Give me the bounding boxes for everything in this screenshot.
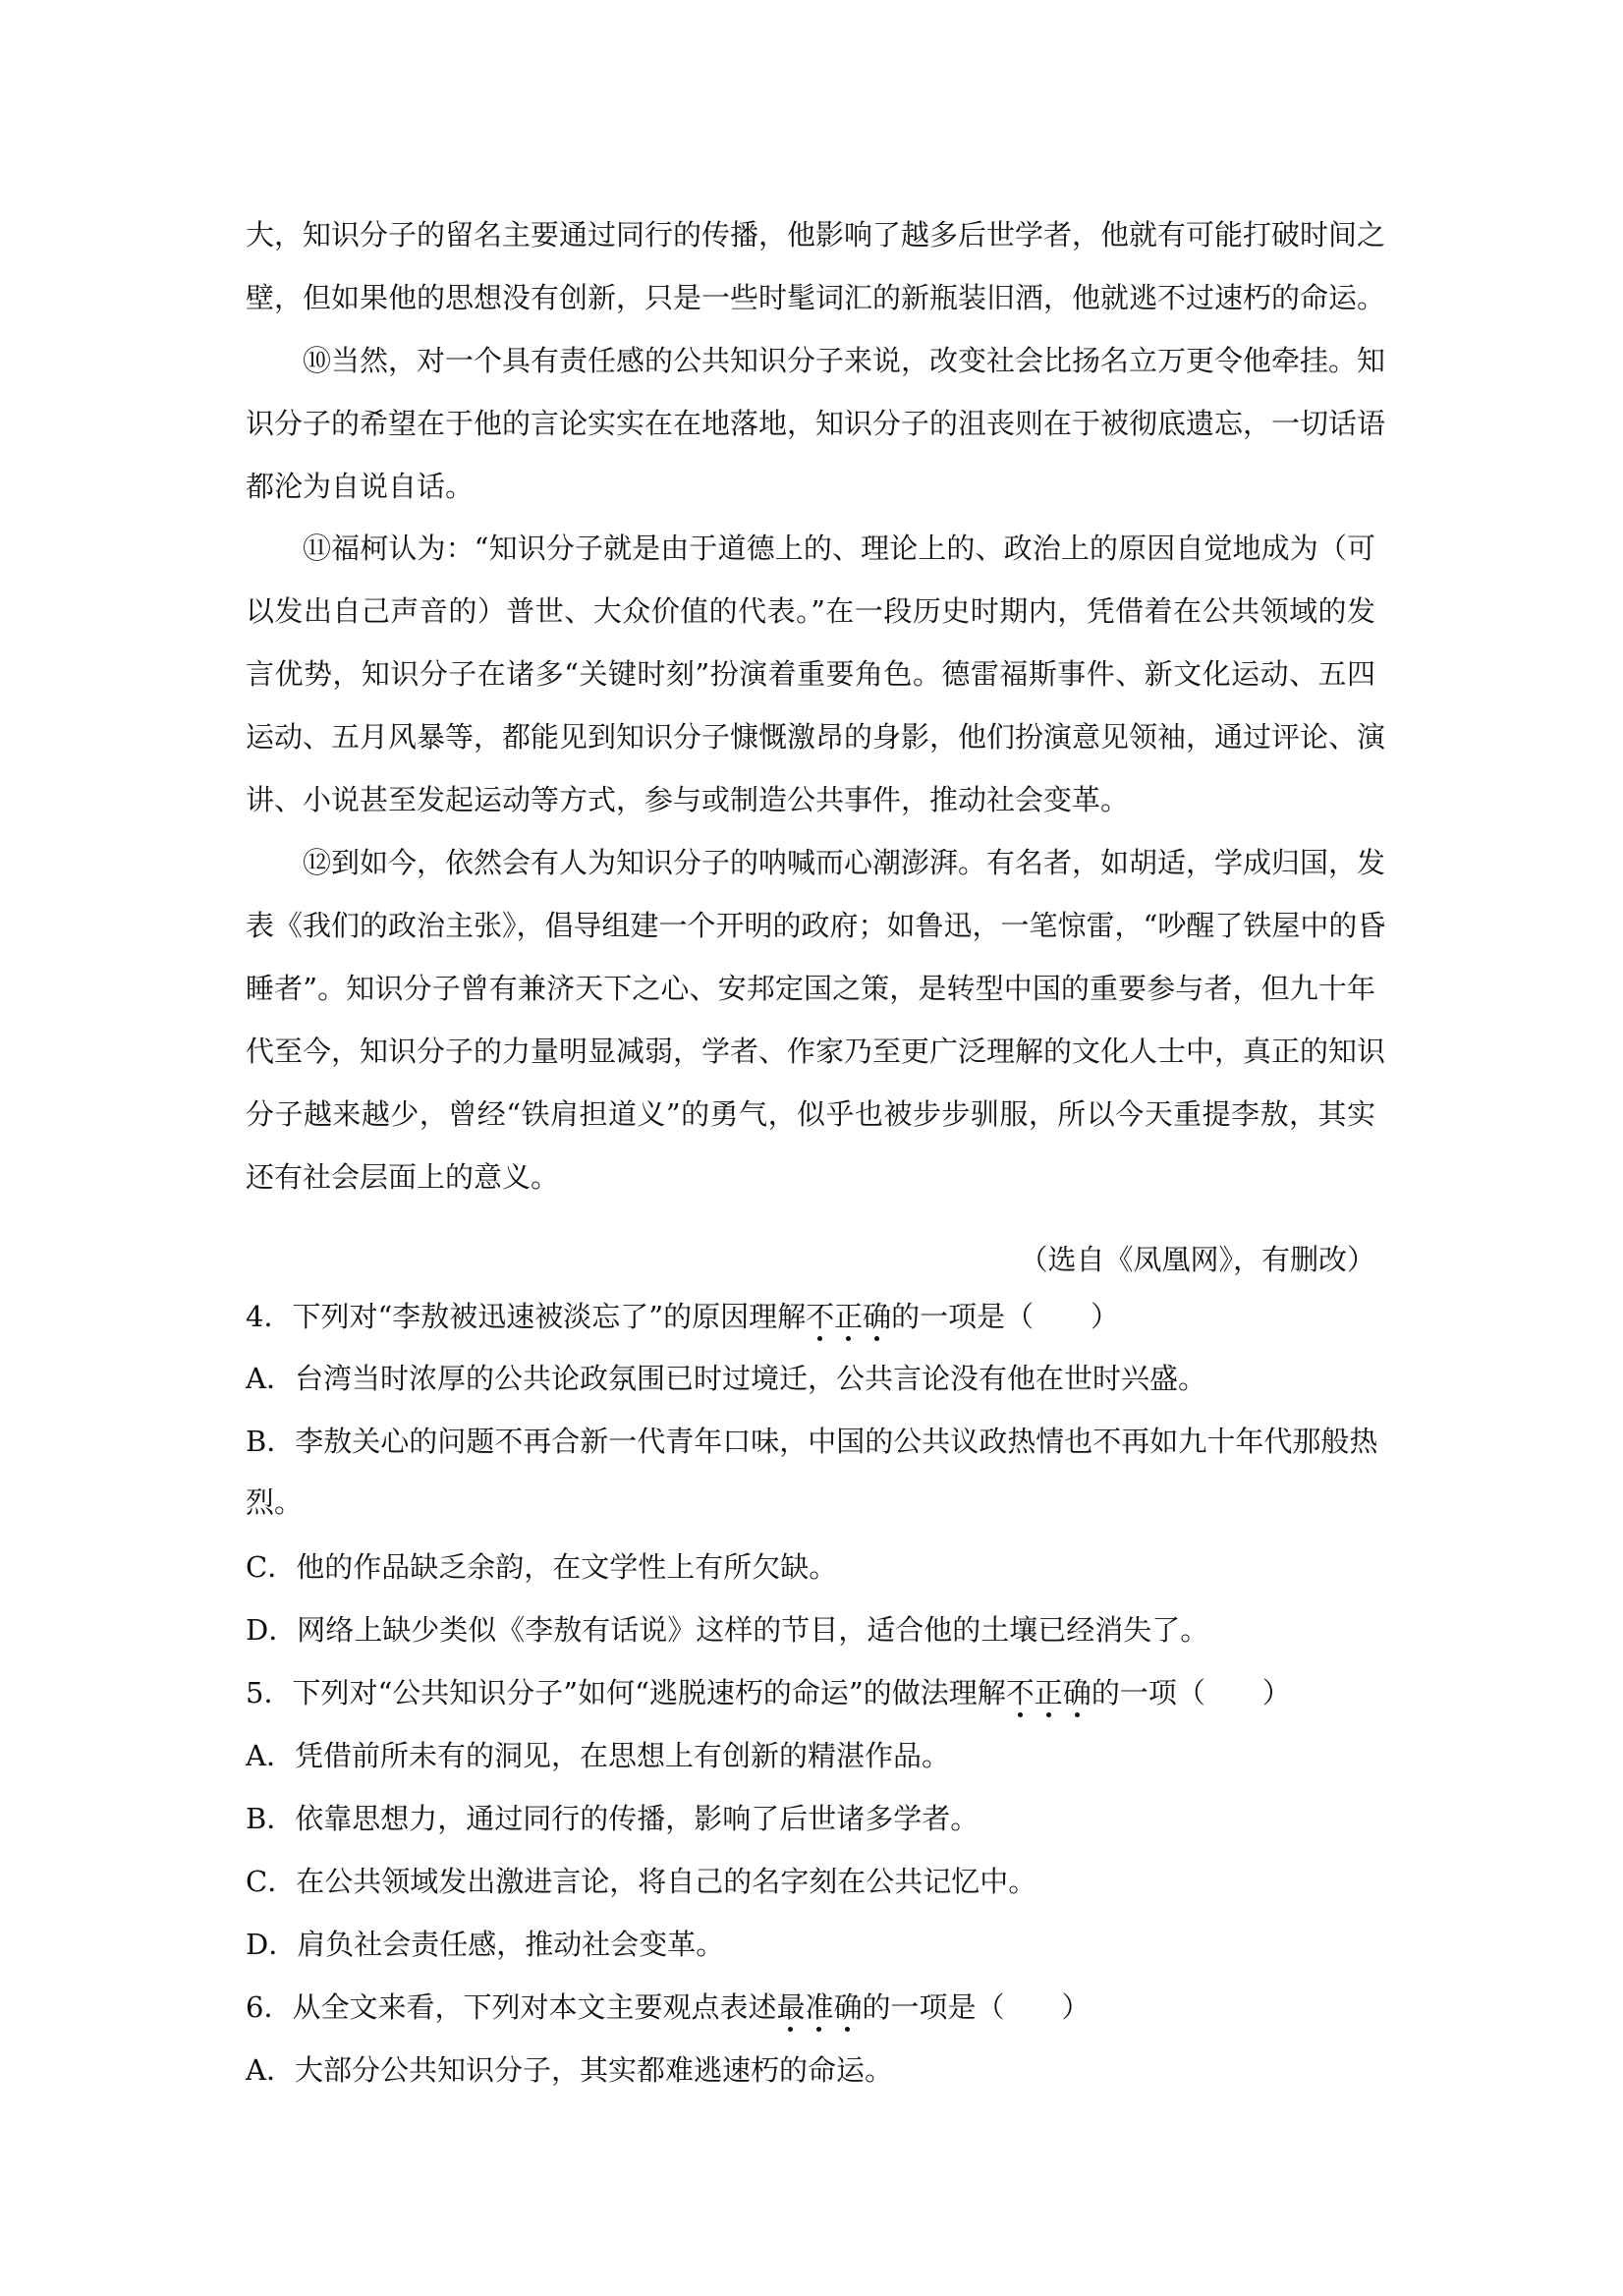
question-5-option-b: B．依靠思想力，通过同行的传播，影响了后世诸多学者。: [246, 1802, 979, 1835]
question-4-stem: [246, 1297, 1119, 1336]
question-stem-text: 的一项是（ ）: [862, 1990, 1091, 2024]
paragraph-9-line-1: 大，知识分子的留名主要通过同行的传播，他影响了越多后世学者，他就有可能打破时间之: [246, 218, 1386, 252]
emphasis-char: 不: [806, 1300, 835, 1333]
question-5-option-a: A．凭借前所未有的洞见，在思想上有创新的精湛作品。: [246, 1739, 950, 1772]
question-5-stem: [246, 1673, 1291, 1712]
question-4-option-d: D．网络上缺少类似《李敖有话说》这样的节目，适合他的土壤已经消失了。: [246, 1613, 1209, 1647]
emphasis-char: 准: [805, 1990, 834, 2024]
question-6-option-a: A．大部分公共知识分子，其实都难逃速朽的命运。: [246, 2053, 893, 2087]
question-stem-text: 的一项是（ ）: [891, 1300, 1120, 1333]
paragraph-11-line-3: 言优势，知识分子在诸多“关键时刻”扮演着重要角色。德雷福斯事件、新文化运动、五四: [246, 657, 1375, 691]
question-stem-text: 的一项（ ）: [1091, 1676, 1291, 1709]
emphasis-char: 最: [776, 1990, 806, 2024]
paragraph-12-line-5: 分子越来越少，曾经“铁肩担道义”的勇气，似乎也被步步驯服，所以今天重提李敖，其实: [246, 1097, 1375, 1131]
emphasis-char: 正: [834, 1300, 864, 1333]
paragraph-11-line-2: 以发出自己声音的）普世、大众价值的代表。”在一段历史时期内，凭借着在公共领域的发: [246, 594, 1375, 628]
paragraph-12-line-6: 还有社会层面上的意义。: [246, 1160, 560, 1194]
source-citation: （选自《凤凰网》，有删改）: [1019, 1243, 1375, 1276]
paragraph-10-line-3: 都沦为自说自话。: [246, 470, 475, 503]
question-4-option-a: A．台湾当时浓厚的公共论政氛围已时过境迁，公共言论没有他在世时兴盛。: [246, 1362, 1206, 1395]
paragraph-12-line-2: 表《我们的政治主张》，倡导组建一个开明的政府；如鲁迅，一笔惊雷，“吵醒了铁屋中的昏: [246, 909, 1386, 942]
paragraph-12-line-3: 睡者”。知识分子曾有兼济天下之心、安邦定国之策，是转型中国的重要参与者，但九十年: [246, 972, 1375, 1005]
question-4-option-b-line-1: B．李敖关心的问题不再合新一代青年口味，中国的公共议政热情也不再如九十年代那般热: [246, 1425, 1378, 1458]
question-4-option-c: C．他的作品缺乏余韵，在文学性上有所欠缺。: [246, 1550, 838, 1584]
question-4-option-b-line-2: 烈。: [246, 1485, 304, 1519]
paragraph-11-line-5: 讲、小说甚至发起运动等方式，参与或制造公共事件，推动社会变革。: [246, 783, 1130, 816]
paragraph-9-line-2: 壁，但如果他的思想没有创新，只是一些时髦词汇的新瓶装旧酒，他就逃不过速朽的命运。: [246, 281, 1386, 314]
emphasis-char: 确: [863, 1300, 892, 1333]
paragraph-11-line-4: 运动、五月风暴等，都能见到知识分子慷慨激昂的身影，他们扮演意见领袖，通过评论、演: [246, 720, 1386, 754]
question-5-option-c: C．在公共领域发出激进言论，将自己的名字刻在公共记忆中。: [246, 1865, 1037, 1898]
question-stem-text: 4．下列对“李敖被迅速被淡忘了”的原因理解: [246, 1300, 807, 1333]
paragraph-10-line-2: 识分子的希望在于他的言论实实在在地落地，知识分子的沮丧则在于被彻底遗忘，一切话语: [246, 407, 1386, 440]
emphasis-char: 正: [1034, 1676, 1063, 1709]
question-5-option-d: D．肩负社会责任感，推动社会变革。: [246, 1928, 725, 1961]
emphasis-char: 确: [1062, 1676, 1091, 1709]
paragraph-12-line-1: ⑫到如今，依然会有人为知识分子的呐喊而心潮澎湃。有名者，如胡适，学成归国，发: [303, 846, 1386, 879]
paragraph-11-line-1: ⑪福柯认为：“知识分子就是由于道德上的、理论上的、政治上的原因自觉地成为（可: [303, 532, 1375, 565]
emphasis-char: 确: [833, 1990, 863, 2024]
paragraph-12-line-4: 代至今，知识分子的力量明显减弱，学者、作家乃至更广泛理解的文化人士中，真正的知识: [246, 1035, 1386, 1068]
question-6-stem: [246, 1988, 1091, 2027]
question-stem-text: 5．下列对“公共知识分子”如何“逃脱速朽的命运”的做法理解: [246, 1676, 1006, 1709]
emphasis-char: 不: [1005, 1676, 1035, 1709]
question-stem-text: 6．从全文来看，下列对本文主要观点表述: [246, 1990, 777, 2024]
paragraph-10-line-1: ⑩当然，对一个具有责任感的公共知识分子来说，改变社会比扬名立万更令他牵挂。知: [303, 344, 1386, 377]
